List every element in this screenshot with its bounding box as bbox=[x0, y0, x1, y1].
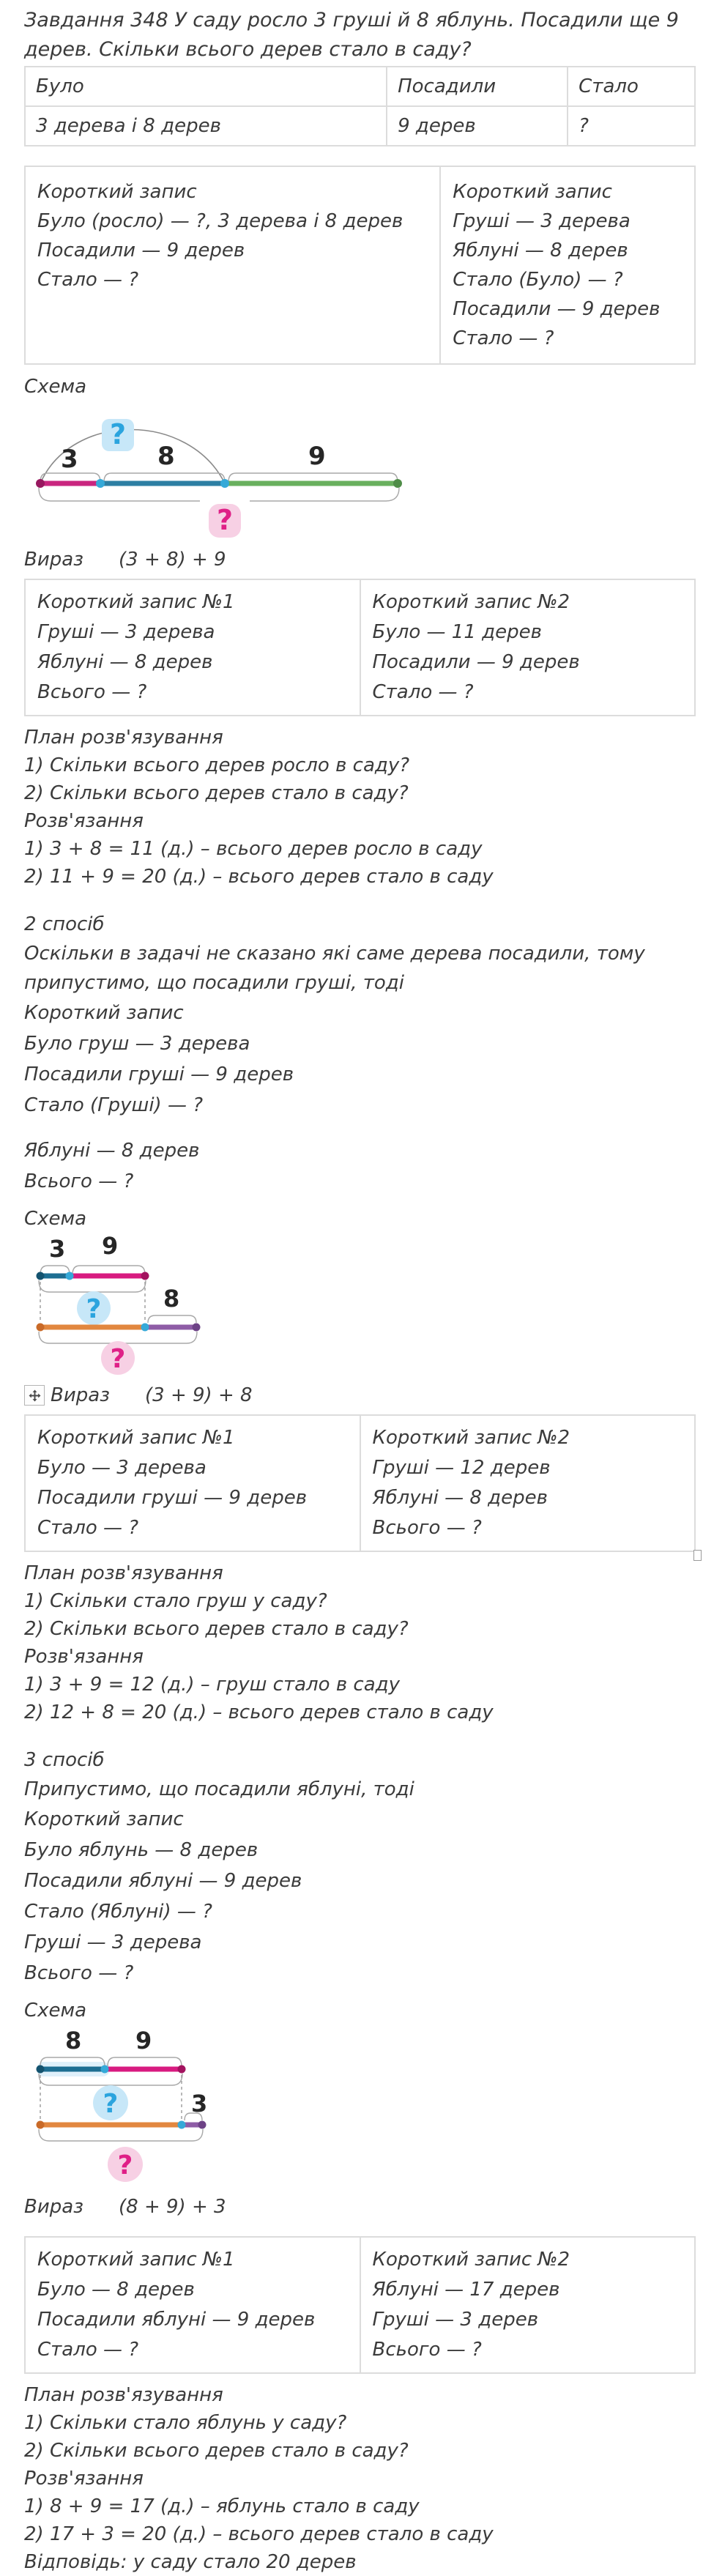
conditions-header-was: Було bbox=[25, 67, 387, 106]
solution-step: 1) 8 + 9 = 17 (д.) – яблунь стало в саду bbox=[24, 2495, 420, 2517]
record-line: Посадили — 9 дерев bbox=[37, 240, 245, 261]
short-record-right-cell bbox=[440, 166, 695, 364]
record-line: Яблуні — 17 дерев bbox=[372, 2279, 560, 2301]
total-question-mark: ? bbox=[117, 2150, 133, 2180]
record-line: Всього — ? bbox=[24, 1170, 134, 1192]
solution-step: 2) 11 + 9 = 20 (д.) – всього дерев стало в саду bbox=[24, 866, 494, 888]
segment-label-9: 9 bbox=[102, 1232, 119, 1260]
record-line: Посадили груші — 9 дерев bbox=[37, 1487, 308, 1509]
method3-record-table bbox=[24, 2236, 696, 2374]
plan-title: План розв'язування bbox=[24, 1562, 223, 1584]
conditions-header-became: Стало bbox=[568, 67, 695, 106]
endpoint-dot bbox=[178, 2065, 186, 2074]
part-question-mark: ? bbox=[109, 418, 127, 450]
endpoint-dot bbox=[37, 2121, 45, 2129]
conditions-cell-planted: 9 дерев bbox=[387, 106, 568, 146]
short-record-title: Короткий запис bbox=[24, 1002, 184, 1024]
plan-step: 2) Скільки всього дерев стало в саду? bbox=[24, 2440, 409, 2462]
record-line: Груші — 3 дерева bbox=[24, 1931, 202, 1953]
middle-question-mark: ? bbox=[86, 1294, 102, 1324]
plan-step: 1) Скільки всього дерев росло в саду? bbox=[24, 754, 410, 776]
bracket bbox=[228, 473, 398, 482]
record-line: Посадили — 9 дерев bbox=[372, 651, 580, 673]
record-line: Груші — 3 дерев bbox=[372, 2309, 539, 2331]
schema-diagram-2 bbox=[31, 1233, 339, 1376]
record1-cell bbox=[25, 579, 360, 716]
record-line: Стало — ? bbox=[453, 327, 554, 349]
record2-cell bbox=[360, 579, 696, 716]
record-line: Було — 8 дерев bbox=[37, 2279, 195, 2301]
endpoint-dot bbox=[36, 479, 45, 488]
short-record-title: Короткий запис bbox=[37, 181, 197, 203]
bracket bbox=[39, 1280, 146, 1292]
expression-value: (3 + 9) + 8 bbox=[145, 1384, 253, 1406]
endpoint-dot bbox=[193, 1324, 201, 1332]
record-line: Посадили груші — 9 дерев bbox=[24, 1064, 294, 1085]
record1-cell bbox=[25, 1415, 360, 1551]
bracket bbox=[40, 1266, 70, 1274]
method2-plan-solution bbox=[24, 1559, 696, 1726]
endpoint-dot bbox=[96, 479, 105, 488]
endpoint-dot bbox=[393, 479, 402, 488]
record-line: Всього — ? bbox=[372, 1517, 482, 1539]
record-line: Посадили яблуні — 9 дерев bbox=[24, 1870, 302, 1892]
short-record-box bbox=[24, 166, 696, 365]
plan-title: План розв'язування bbox=[24, 727, 223, 749]
endpoint-dot bbox=[141, 1272, 149, 1280]
method3-plan-solution bbox=[24, 2381, 696, 2576]
expression-row-1 bbox=[24, 545, 696, 574]
record-title: Короткий запис №2 bbox=[372, 2249, 570, 2271]
schema-label: Схема bbox=[24, 376, 87, 398]
record-line: Стало (Було) — ? bbox=[453, 269, 623, 291]
segment-label-9: 9 bbox=[135, 2027, 152, 2055]
record2-cell bbox=[360, 1415, 696, 1551]
record-line: Яблуні — 8 дерев bbox=[453, 240, 628, 261]
record-line: Груші — 12 дерев bbox=[372, 1457, 551, 1479]
record-line: Яблуні — 8 дерев bbox=[37, 651, 213, 673]
record-line: Груші — 3 дерева bbox=[37, 621, 215, 643]
bracket bbox=[250, 488, 399, 501]
segment-label-8: 8 bbox=[163, 1285, 180, 1313]
record-line: Стало — ? bbox=[372, 681, 474, 703]
bracket bbox=[72, 1266, 145, 1274]
record-title: Короткий запис №2 bbox=[372, 1427, 570, 1449]
endpoint-dot bbox=[178, 2121, 186, 2129]
plan-title: План розв'язування bbox=[24, 2384, 223, 2406]
segment-label-8: 8 bbox=[157, 442, 175, 471]
record1-cell bbox=[25, 2237, 360, 2373]
plan-step: 2) Скільки всього дерев стало в саду? bbox=[24, 782, 409, 804]
move-icon bbox=[29, 1389, 41, 1402]
conditions-table bbox=[24, 66, 696, 146]
total-question-mark: ? bbox=[216, 504, 234, 536]
record-title: Короткий запис №1 bbox=[37, 2249, 235, 2271]
short-record-title: Короткий запис bbox=[24, 1808, 184, 1830]
endpoint-dot bbox=[37, 2065, 45, 2074]
bracket bbox=[40, 473, 100, 482]
solution-step: 1) 3 + 8 = 11 (д.) – всього дерев росло в саду bbox=[24, 838, 483, 860]
method2-short-record-part2 bbox=[24, 1135, 696, 1197]
method1-plan-solution bbox=[24, 724, 696, 891]
endpoint-dot bbox=[198, 2121, 207, 2129]
conditions-cell-was: 3 дерева і 8 дерев bbox=[25, 106, 387, 146]
record-line: Було груш — 3 дерева bbox=[24, 1033, 250, 1055]
drag-handle[interactable] bbox=[24, 1385, 45, 1406]
record-title: Короткий запис №2 bbox=[372, 591, 570, 613]
expression-label: Вираз bbox=[24, 2196, 83, 2218]
method1-record-table bbox=[24, 579, 696, 716]
record-title: Короткий запис №1 bbox=[37, 1427, 235, 1449]
endpoint-dot bbox=[37, 1272, 45, 1280]
endpoint-dot bbox=[220, 479, 229, 488]
record-line: Груші — 3 дерева bbox=[453, 210, 631, 232]
expression-row-2 bbox=[24, 1381, 696, 1410]
method3-note: Припустимо, що посадили яблуні, тоді bbox=[24, 1778, 414, 1800]
expression-value: (8 + 9) + 3 bbox=[119, 2196, 226, 2218]
expression-label: Вираз bbox=[24, 549, 83, 571]
resize-handle[interactable] bbox=[693, 1550, 702, 1561]
middle-question-mark: ? bbox=[103, 2089, 119, 2119]
conditions-cell-became: ? bbox=[568, 106, 695, 146]
record-line: Було (росло) — ?, 3 дерева і 8 дерев bbox=[37, 210, 403, 232]
record-title: Короткий запис №1 bbox=[37, 591, 235, 613]
segment-label-8: 8 bbox=[65, 2027, 82, 2055]
record-line: Стало (Груші) — ? bbox=[24, 1094, 204, 1116]
plan-step: 1) Скільки стало груш у саду? bbox=[24, 1590, 327, 1612]
record-line: Було — 3 дерева bbox=[37, 1457, 207, 1479]
answer-line: Відповідь: у саду стало 20 дерев bbox=[24, 2551, 357, 2573]
record-line: Було — 11 дерев bbox=[372, 621, 542, 643]
record-line: Яблуні — 8 дерев bbox=[24, 1140, 200, 1162]
method3-heading: 3 спосіб bbox=[24, 1749, 105, 1771]
bracket bbox=[148, 1315, 196, 1323]
record-line: Всього — ? bbox=[24, 1962, 134, 1984]
total-question-mark: ? bbox=[110, 1344, 126, 1374]
plan-step: 2) Скільки всього дерев стало в саду? bbox=[24, 1618, 409, 1640]
bracket bbox=[39, 488, 200, 501]
bracket bbox=[39, 2129, 203, 2141]
method2-record-table-wrap bbox=[24, 1414, 696, 1552]
record-line: Посадили яблуні — 9 дерев bbox=[37, 2309, 316, 2331]
endpoint-dot bbox=[66, 1272, 74, 1280]
segment-label-3: 3 bbox=[49, 1235, 66, 1263]
expression-row-3 bbox=[24, 2192, 696, 2221]
bracket bbox=[104, 473, 225, 482]
endpoint-dot bbox=[101, 2065, 109, 2074]
record-line: Стало — ? bbox=[37, 269, 139, 291]
expression-label: Вираз bbox=[51, 1384, 110, 1406]
segment-label-3: 3 bbox=[61, 445, 78, 474]
record-line: Всього — ? bbox=[372, 2339, 482, 2361]
schema-diagram-1 bbox=[31, 401, 427, 541]
schema-diagram-3 bbox=[31, 2025, 339, 2188]
record-line: Стало — ? bbox=[37, 1517, 139, 1539]
record-line: Всього — ? bbox=[37, 681, 147, 703]
record-line: Яблуні — 8 дерев bbox=[372, 1487, 548, 1509]
conditions-header-planted: Посадили bbox=[387, 67, 568, 106]
method3-short-record bbox=[24, 1804, 696, 1989]
method2-note: Оскільки в задачі не сказано які саме дерева посадили, тому припустимо, що посадили груші, тоді bbox=[24, 943, 645, 994]
solution-step: 2) 12 + 8 = 20 (д.) – всього дерев стало в саду bbox=[24, 1701, 494, 1723]
schema-label: Схема bbox=[24, 1208, 87, 1230]
segment-label-3: 3 bbox=[191, 2090, 208, 2117]
record-line: Було яблунь — 8 дерев bbox=[24, 1839, 258, 1861]
endpoint-dot bbox=[37, 1324, 45, 1332]
record-line: Стало (Яблуні) — ? bbox=[24, 1901, 212, 1923]
method2-record-table bbox=[24, 1414, 696, 1552]
segment-label-9: 9 bbox=[308, 442, 326, 471]
solution-title: Розв'язання bbox=[24, 810, 144, 832]
record-line: Посадили — 9 дерев bbox=[453, 298, 661, 320]
method2-short-record bbox=[24, 998, 696, 1121]
record2-cell bbox=[360, 2237, 696, 2373]
short-record-title: Короткий запис bbox=[453, 181, 612, 203]
solution-step: 1) 3 + 9 = 12 (д.) – груш стало в саду bbox=[24, 1674, 401, 1696]
record-line: Стало — ? bbox=[37, 2339, 139, 2361]
expression-value: (3 + 8) + 9 bbox=[119, 549, 226, 571]
schema-label: Схема bbox=[24, 2000, 87, 2022]
solution-title: Розв'язання bbox=[24, 1646, 144, 1668]
bracket bbox=[108, 2057, 182, 2066]
short-record-left-cell bbox=[25, 166, 440, 364]
solution-title: Розв'язання bbox=[24, 2468, 144, 2490]
page-title: Завдання 348 У саду росло 3 груші й 8 яблунь. Посадили ще 9 дерев. Скільки всього дерев стало в саду? bbox=[24, 9, 679, 61]
endpoint-dot bbox=[141, 1324, 149, 1332]
solution-step: 2) 17 + 3 = 20 (д.) – всього дерев стало в саду bbox=[24, 2523, 494, 2545]
method2-heading: 2 спосіб bbox=[24, 913, 105, 935]
plan-step: 1) Скільки стало яблунь у саду? bbox=[24, 2412, 347, 2434]
